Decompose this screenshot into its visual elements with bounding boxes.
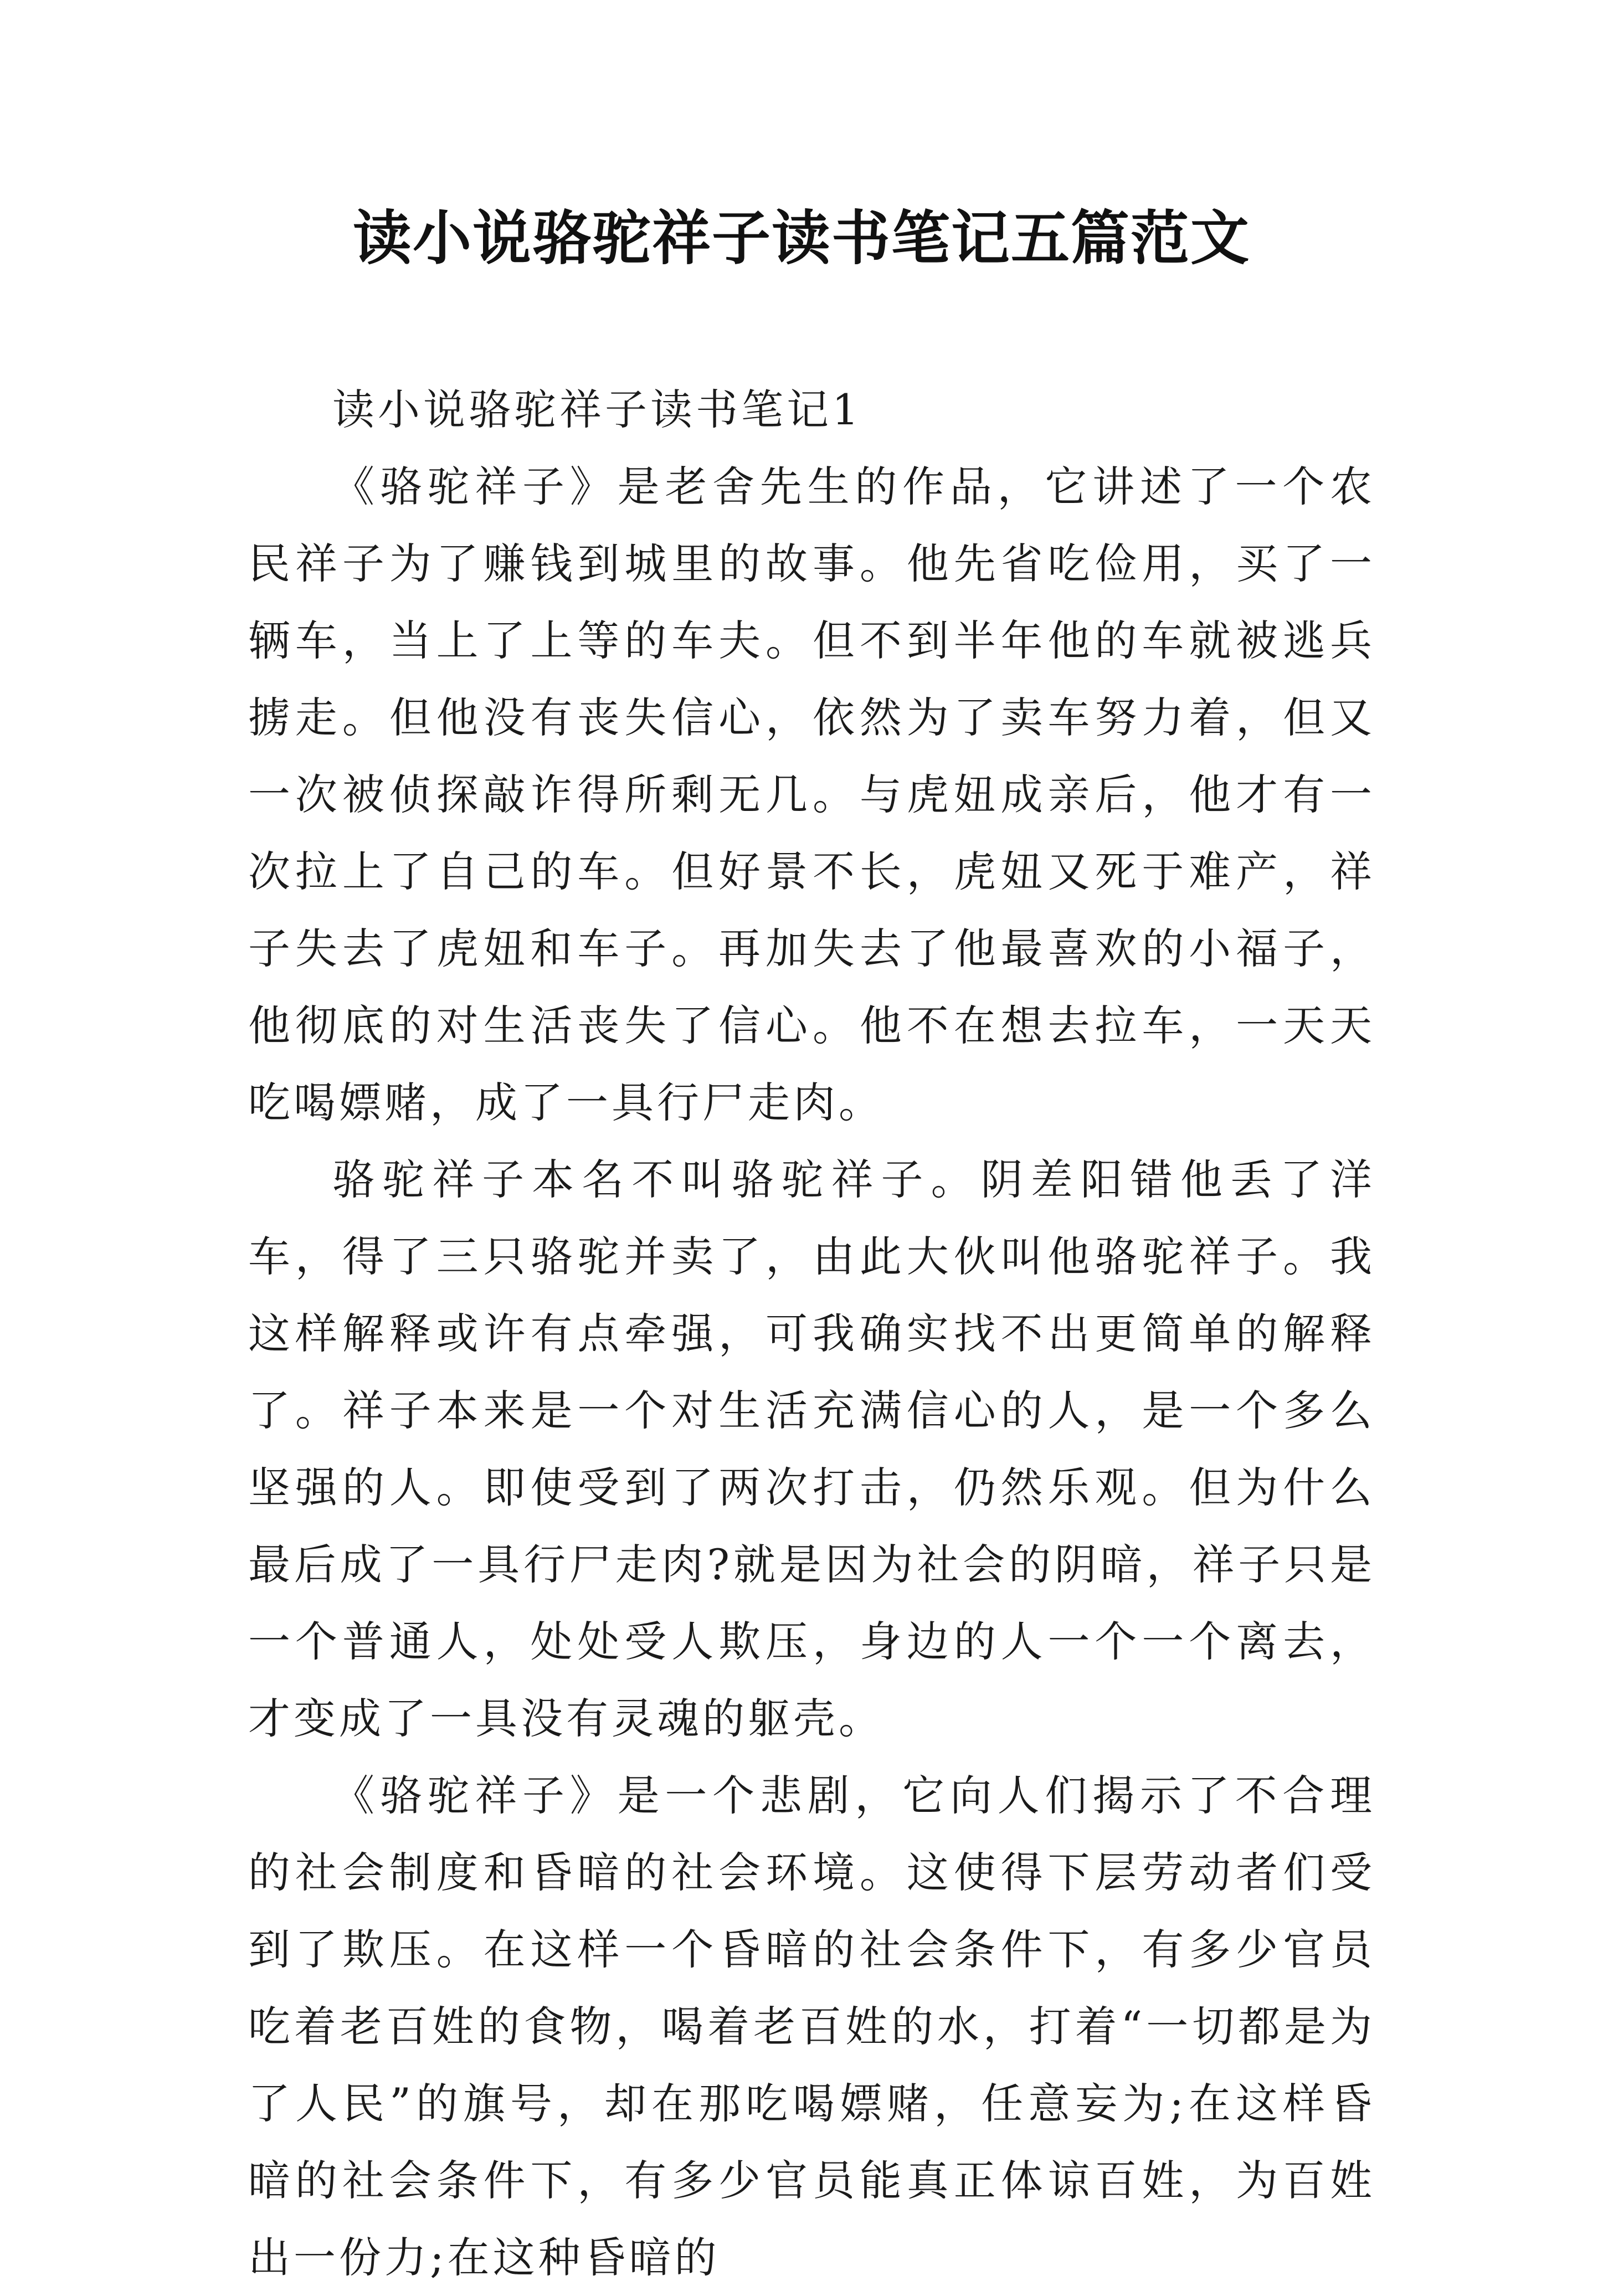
document-body [248, 371, 1375, 2296]
document-title: 读小说骆驼祥子读书笔记五篇范文 [353, 203, 1250, 273]
paragraph-3: 《骆驼祥子》是一个悲剧，它向人们揭示了不合理的社会制度和昏暗的社会环境。这使得下层劳动者们受到了欺压。在这样一个昏暗的社会条件下，有多少官员吃着老百姓的食物，喝着老百姓的水，打着“一切都是为了人民”的旗号，却在那吃喝嫖赌，任意妄为;在这样昏暗的社会条件下，有多少官员能真正体谅百姓，为百姓出一份力;在这种昏暗的 [248, 1771, 1375, 2282]
section-heading: 读小说骆驼祥子读书笔记1 [332, 385, 862, 434]
paragraph-2: 骆驼祥子本名不叫骆驼祥子。阴差阳错他丢了洋车，得了三只骆驼并卖了，由此大伙叫他骆驼祥子。我这样解释或许有点牵强，可我确实找不出更简单的解释了。祥子本来是一个对生活充满信心的人，是一个多么坚强的人。即使受到了两次打击，仍然乐观。但为什么最后成了一具行尸走肉?就是因为社会的阴暗，祥子只是一个普通人，处处受人欺压，身边的人一个一个离去，才变成了一具没有灵魂的躯壳。 [248, 1155, 1375, 1743]
paragraph-1: 《骆驼祥子》是老舍先生的作品，它讲述了一个农民祥子为了赚钱到城里的故事。他先省吃俭用，买了一辆车，当上了上等的车夫。但不到半年他的车就被逃兵掳走。但他没有丧失信心，依然为了卖车努力着，但又一次被侦探敲诈得所剩无几。与虎妞成亲后，他才有一次拉上了自己的车。但好景不长，虎妞又死于难产，祥子失去了虎妞和车子。再加失去了他最喜欢的小福子，他彻底的对生活丧失了信心。他不在想去拉车，一天天吃喝嫖赌，成了一具行尸走肉。 [248, 462, 1375, 1127]
